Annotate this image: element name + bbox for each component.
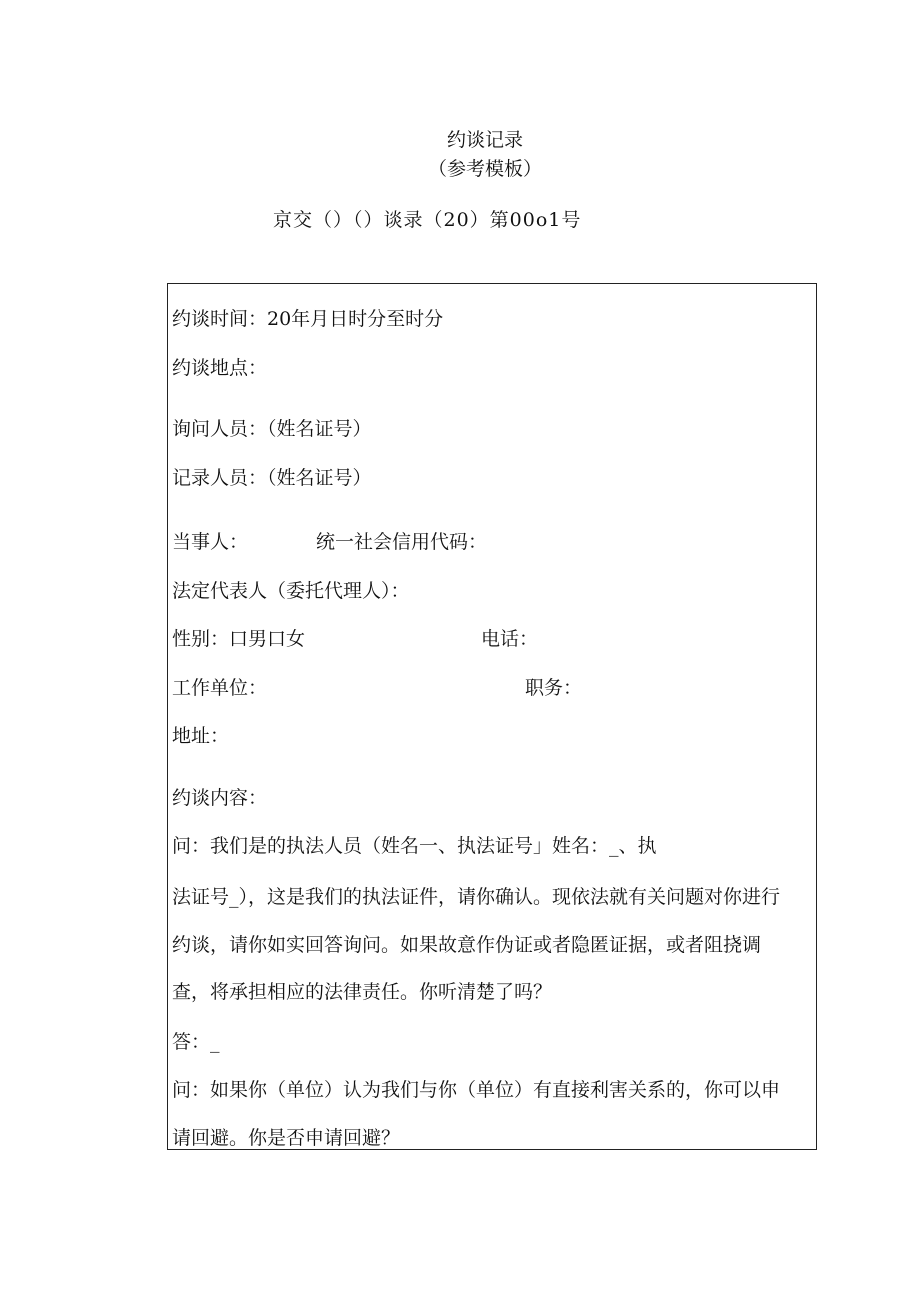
document-number: 京交（）（）谈录（20）第00o1号 xyxy=(273,209,582,231)
answer-1: 答：_ xyxy=(172,1031,220,1053)
question-1-line-4: 查，将承担相应的法律责任。你听清楚了吗？ xyxy=(172,981,553,1003)
document-subtitle: （参考模板） xyxy=(427,158,542,180)
gender-phone-row xyxy=(172,624,538,651)
content-label: 约谈内容： xyxy=(172,787,268,809)
gender-options: 口男口女 xyxy=(229,628,306,650)
record-form-box xyxy=(167,283,817,1150)
employer-label: 工作单位： xyxy=(172,677,268,699)
address-field: 地址： xyxy=(172,725,230,747)
legal-representative: 法定代表人（委托代理人）： xyxy=(172,580,410,602)
gender-label: 性别： xyxy=(172,628,230,650)
party-label: 当事人： xyxy=(172,531,249,553)
interviewer-field: 询问人员：（姓名证号） xyxy=(172,418,372,440)
interview-time: 约谈时间：20年月日时分至时分 xyxy=(172,308,444,330)
employer-position-row xyxy=(172,673,582,700)
recorder-field: 记录人员：（姓名证号） xyxy=(172,467,372,489)
position-label: 职务： xyxy=(525,677,583,699)
question-1-line-2: 法证号_），这是我们的执法证件，请你确认。现依法就有关问题对你进行 xyxy=(172,886,781,908)
credit-code-label: 统一社会信用代码： xyxy=(316,531,488,553)
question-1-line-1: 问：我们是的执法人员（姓名一、执法证号」姓名：_、执 xyxy=(172,835,657,857)
question-2-line-1: 问：如果你（单位）认为我们与你（单位）有直接利害关系的，你可以申 xyxy=(172,1079,781,1101)
document-title: 约谈记录 xyxy=(446,129,523,151)
phone-label: 电话： xyxy=(481,628,539,650)
question-2-line-2: 请回避。你是否申请回避？ xyxy=(172,1127,401,1149)
interview-location: 约谈地点： xyxy=(172,357,268,379)
question-1-line-3: 约谈，请你如实回答询问。如果故意作伪证或者隐匿证据，或者阻挠调 xyxy=(172,934,762,956)
party-row xyxy=(172,527,487,554)
